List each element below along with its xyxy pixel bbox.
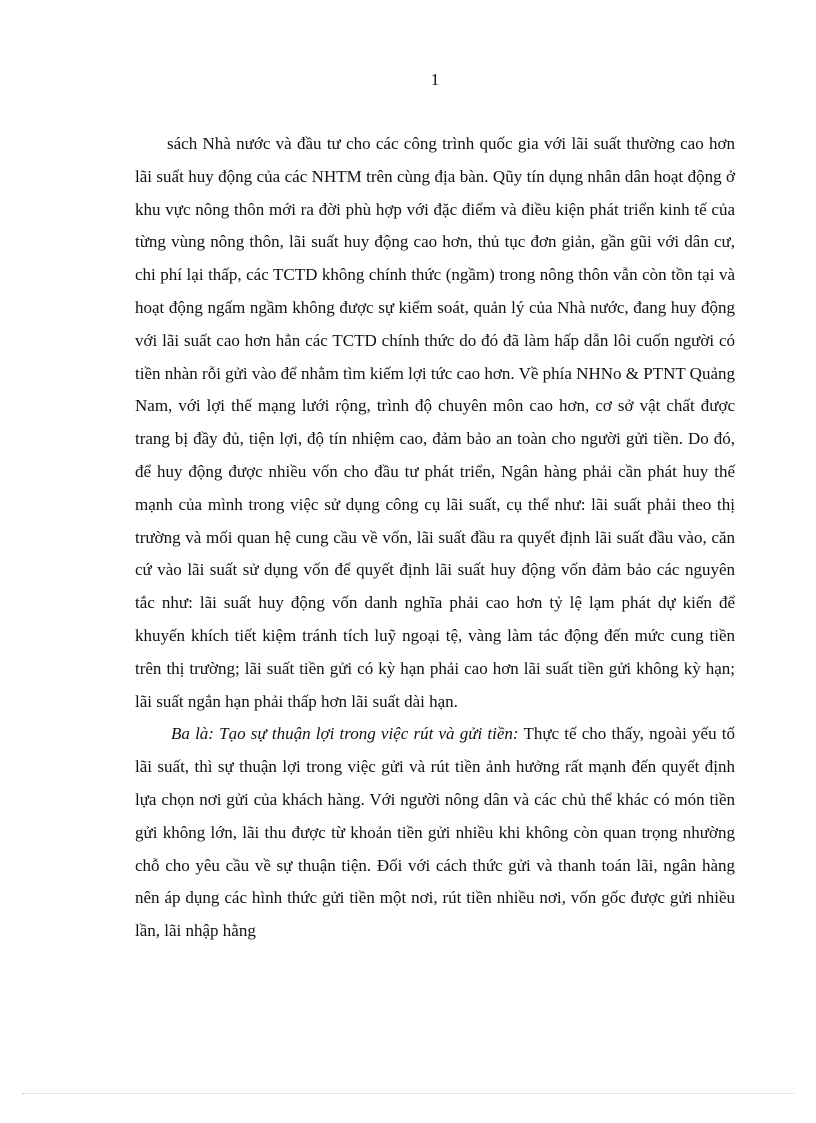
page-number: 1: [430, 70, 440, 89]
paragraph-ba-la: [135, 718, 735, 948]
paragraph-lead-italic: Ba là: Tạo sự thuận lợi trong việc rút và gửi tiền:: [171, 724, 519, 744]
paragraph-text: Thực tế cho thấy, ngoài yếu tố lãi suất, thì sự thuận lợi trong việc gửi và rút tiền ảnh hưởng rất mạnh đến quyết định lựa chọn nơi gửi của khách hàng. Với người nông dân và các chủ thể khác có món tiền gửi không lớn, lãi thu được từ khoản tiền gửi nhiều khi không còn quan trọng nhường chỗ cho yêu cầu về sự thuận tiện. Đối với cách thức gửi và thanh toán lãi, ngân hàng nên áp dụng các hình thức gửi tiền một nơi, rút tiền nhiều nơi, vốn gốc được gửi nhiều lần, lãi nhập hằng: [135, 724, 736, 941]
document-body: [135, 128, 735, 948]
page-bottom-rule: [22, 1093, 794, 1094]
paragraph-continued: sách Nhà nước và đầu tư cho các công trình quốc gia với lãi suất thường cao hơn lãi suất huy động của các NHTM trên cùng địa bàn. Qũy tín dụng nhân dân hoạt động ở khu vực nông thôn mới ra đời phù hợp với đặc điểm và điều kiện phát triển kinh tế của từng vùng nông thôn, lãi suất huy động cao hơn, thủ tục đơn giản, gần gũi với dân cư, chi phí lại thấp, các TCTD không chính thức (ngầm) trong nông thôn vẫn còn tồn tại và hoạt động ngấm ngầm không được sự kiểm soát, quản lý của Nhà nước, đang huy động với lãi suất cao hơn hẳn các TCTD chính thức do đó đã làm hấp dẫn lôi cuốn người có tiền nhàn rỗi gửi vào để nhằm tìm kiếm lợi tức cao hơn. Về phía NHNo & PTNT Quảng Nam, với lợi thế mạng lưới rộng, trình độ chuyên môn cao hơn, cơ sở vật chất được trang bị đầy đủ, tiện lợi, độ tín nhiệm cao, đảm bảo an toàn cho người gửi tiền. Do đó, để huy động được nhiều vốn cho đầu tư phát triển, Ngân hàng phải cần phát huy thế mạnh của mình trong việc sử dụng công cụ lãi suất, cụ thể như: lãi suất phải theo thị trường và mối quan hệ cung cầu về vốn, lãi suất đầu ra quyết định lãi suất đầu vào, căn cứ vào lãi suất sử dụng vốn để quyết định lãi suất huy động vốn đảm bảo các nguyên tắc như: lãi suất huy động vốn danh nghĩa phải cao hơn tỷ lệ lạm phát dự kiến để khuyến khích tiết kiệm tránh tích luỹ ngoại tệ, vàng làm tác động đến mức cung tiền trên thị trường; lãi suất tiền gửi có kỳ hạn phải cao hơn lãi suất tiền gửi không kỳ hạn; lãi suất ngắn hạn phải thấp hơn lãi suất dài hạn.: [135, 134, 735, 711]
